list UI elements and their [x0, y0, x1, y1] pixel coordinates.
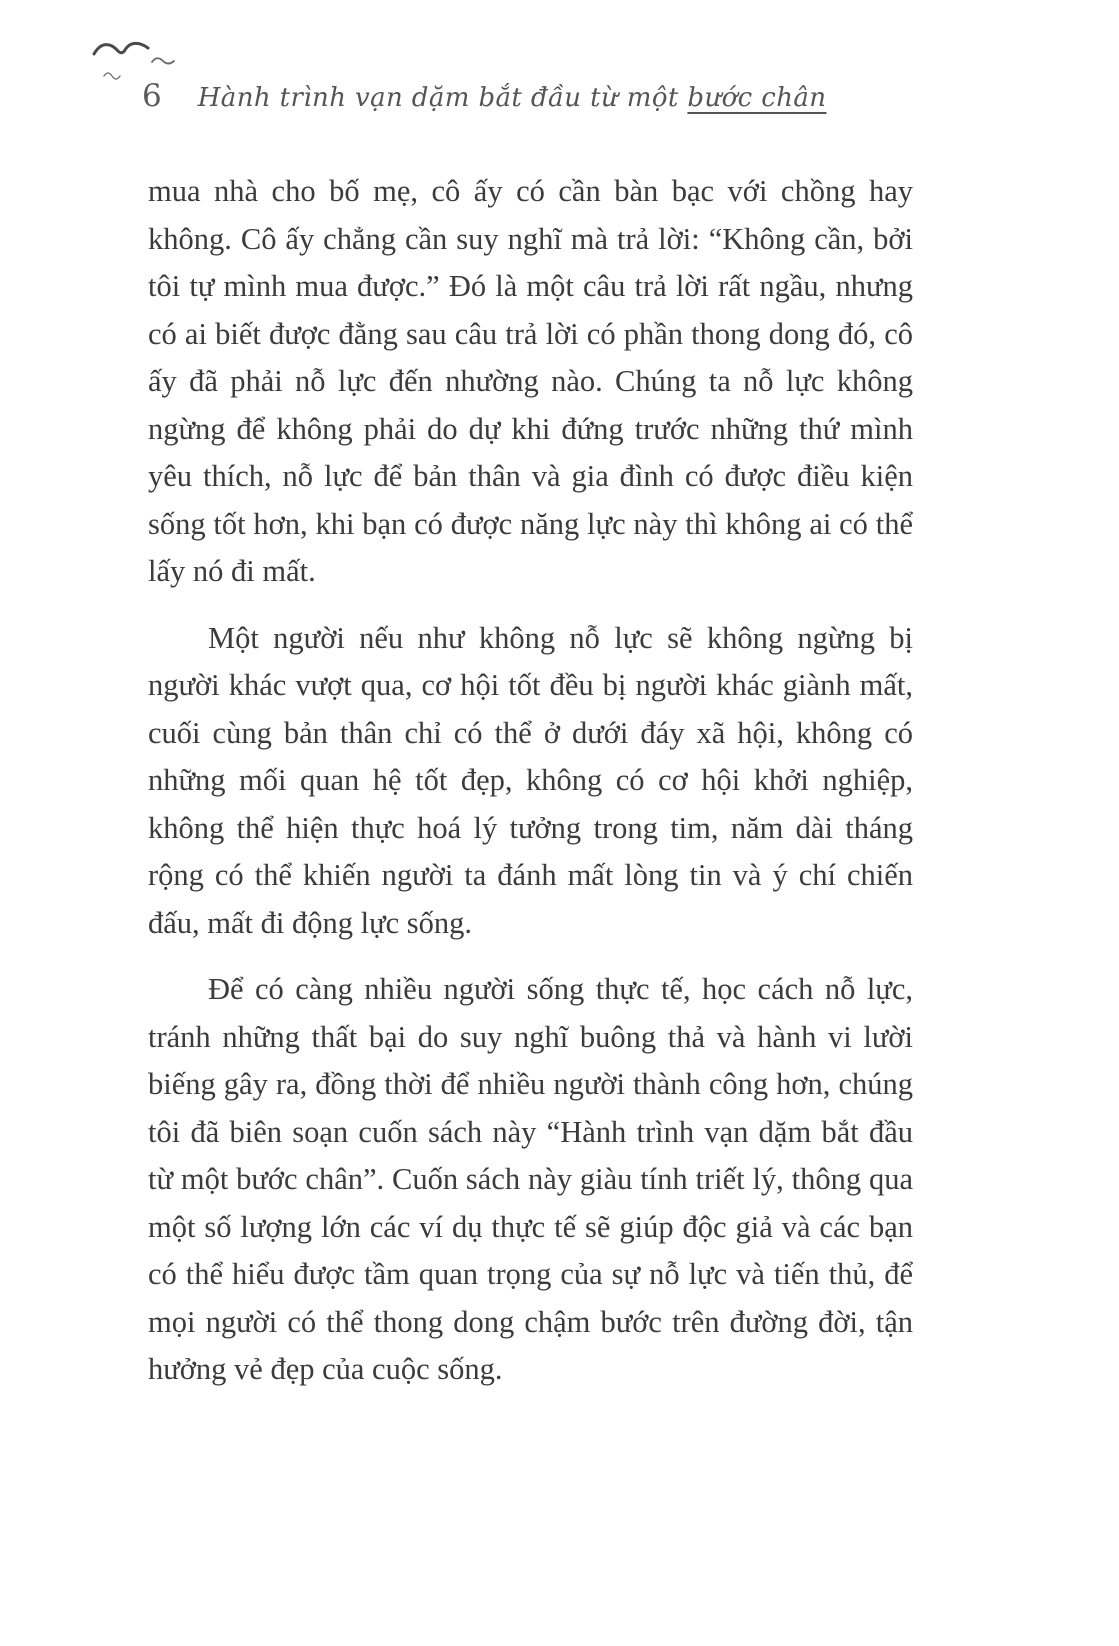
paragraph: Để có càng nhiều người sống thực tế, học cách nỗ lực, tránh những thất bại do suy nghĩ buông thả và hành vi lười biếng gây ra, đồng thời để nhiều người thành công hơn, chúng tôi đã biên soạn cuốn sách này “Hành trình vạn dặm bắt đầu từ một bước chân”. Cuốn sách này giàu tính triết lý, thông qua một số lượng lớn các ví dụ thực tế sẽ giúp độc giả và các bạn có thể hiểu được tầm quan trọng của sự nỗ lực và tiến thủ, để mọi người có thể thong dong chậm bước trên đường đời, tận hưởng vẻ đẹp của cuộc sống.	[148, 972, 913, 1386]
header-title	[198, 83, 827, 113]
body-text	[148, 168, 913, 1413]
page-number: 6	[142, 78, 162, 114]
paragraph: Một người nếu như không nỗ lực sẽ không ngừng bị người khác vượt qua, cơ hội tốt đều bị người khác giành mất, cuối cùng bản thân chỉ có thể ở dưới đáy xã hội, không có những mối quan hệ tốt đẹp, không có cơ hội khởi nghiệp, không thể hiện thực hoá lý tưởng trong tim, năm dài tháng rộng có thể khiến người ta đánh mất lòng tin và ý chí chiến đấu, mất đi động lực sống.	[148, 620, 913, 940]
paragraph: mua nhà cho bố mẹ, cô ấy có cần bàn bạc với chồng hay không. Cô ấy chẳng cần suy nghĩ mà trả lời: “Không cần, bởi tôi tự mình mua được.” Đó là một câu trả lời rất ngầu, nhưng có ai biết được đằng sau câu trả lời có phần thong dong đó, cô ấy đã phải nỗ lực đến nhường nào. Chúng ta nỗ lực không ngừng để không phải do dự khi đứng trước những thứ mình yêu thích, nỗ lực để bản thân và gia đình có được điều kiện sống tốt hơn, khi bạn có được năng lực này thì không ai có thể lấy nó đi mất.	[148, 174, 913, 588]
header-title-plain: Hành trình vạn dặm bắt đầu từ một	[197, 83, 679, 113]
header-title-underlined: bước chân	[687, 83, 827, 113]
running-header	[142, 78, 919, 114]
